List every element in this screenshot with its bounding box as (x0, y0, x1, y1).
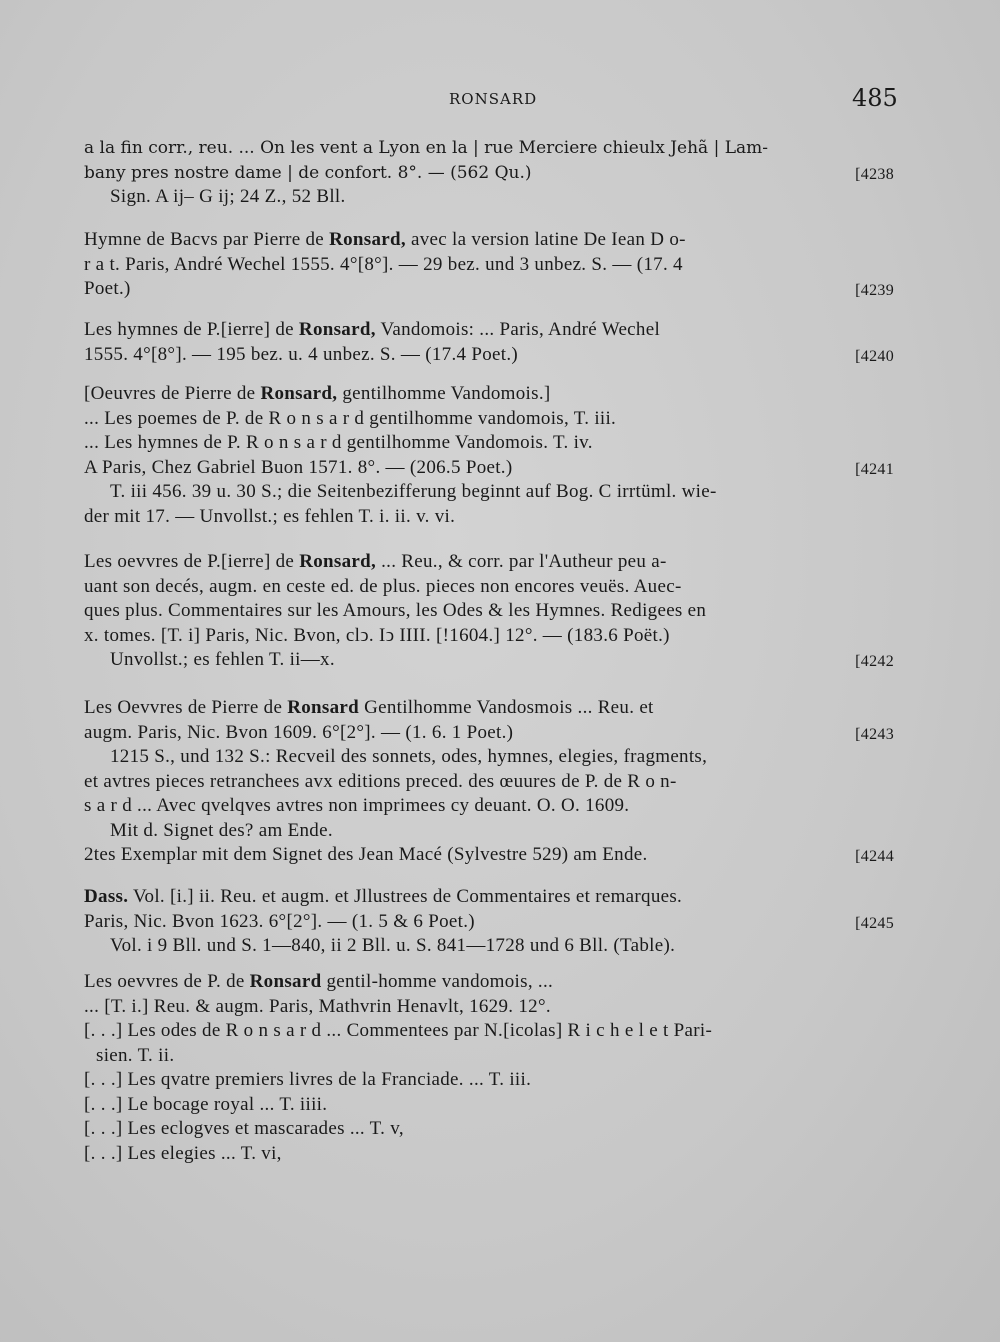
line-text: gentil-homme vandomois, ... (321, 971, 554, 992)
line-text: ... [T. i.] Reu. & augm. Paris, Mathvrin Henavlt, 1629. 12°. (84, 995, 551, 1017)
line-text: T. iii 456. 39 u. 30 S.; die Seitenbezifferung beginnt auf Bog. C irrtüml. wie- (110, 481, 717, 502)
author-name: Ronsard (249, 971, 322, 992)
entry-line (84, 185, 890, 210)
entry-line (84, 575, 890, 600)
catalog-entry (84, 318, 894, 367)
entry-line (84, 1117, 890, 1142)
entry-line (84, 648, 894, 673)
entry-line (84, 1068, 890, 1093)
line-text: ... Reu., & corr. par l'Autheur peu a- (376, 551, 667, 572)
line-text: Vol. [i.] ii. Reu. et augm. et Jllustrees de Commentaires et remarques. (128, 886, 683, 907)
catalog-entry (84, 970, 890, 1166)
entry-number: [4238 (855, 165, 894, 183)
entry-line (84, 505, 890, 530)
entry-number: [4245 (855, 914, 894, 932)
line-text: Hymne de Bacvs par Pierre de (84, 229, 330, 250)
entry-line (84, 161, 894, 186)
entry-line (84, 934, 890, 959)
entry-line (84, 550, 890, 575)
line-text: avec la version latine De Iean D o- (405, 229, 686, 250)
entry-line (84, 1093, 890, 1118)
entry-line (84, 1044, 890, 1069)
author-name: Dass. (84, 886, 129, 907)
entry-line (84, 745, 890, 770)
entry-number: [4243 (855, 725, 894, 743)
author-name: Ronsard, (329, 229, 406, 250)
entry-line (84, 885, 890, 910)
line-text: Mit d. Signet des? am Ende. (110, 819, 333, 841)
entry-line (84, 794, 890, 819)
line-text: bany pres nostre dame | de confort. 8°. — (562 Qu.) (84, 162, 532, 183)
line-text: s a r d ... Avec qvelqves avtres non imprimees cy deuant. O. O. 1609. (84, 795, 630, 816)
entry-number: [4240 (855, 347, 894, 365)
catalog-entry (84, 228, 894, 302)
line-text: ... Les hymnes de P. R o n s a r d gentilhomme Vandomois. T. iv. (84, 432, 593, 453)
entry-line (84, 253, 890, 278)
line-text: [Oeuvres de Pierre de (84, 383, 261, 404)
entry-line (84, 480, 890, 505)
author-name: Ronsard, (260, 383, 338, 404)
running-head: RONSARD (449, 90, 538, 108)
line-text: Vol. i 9 Bll. und S. 1—840, ii 2 Bll. u. S. 841—1728 und 6 Bll. (Table). (110, 935, 676, 956)
entry-line (84, 382, 890, 407)
entry-line (84, 343, 894, 368)
line-text: Gentilhomme Vandosmois ... Reu. et (359, 697, 654, 718)
line-text: [. . .] Le bocage royal ... T. iiii. (84, 1093, 328, 1115)
line-text: uant son decés, augm. en ceste ed. de plus. pieces non encores veuës. Auec- (84, 575, 682, 597)
entry-line (84, 136, 890, 161)
entry-number: [4239 (855, 282, 894, 299)
entry-line (84, 843, 894, 868)
line-text: Les hymnes de P.[ierre] de (84, 319, 299, 340)
line-text: sien. T. ii. (96, 1044, 175, 1066)
line-text: a la fin corr., reu. ... On les vent a Lyon en la | rue Merciere chieulx Jehã | Lam- (84, 138, 768, 158)
entry-line (84, 318, 890, 343)
author-name: Ronsard (287, 697, 360, 718)
catalog-entry (84, 885, 894, 959)
entry-line (84, 819, 890, 844)
entry-line (84, 1019, 890, 1044)
line-text: Paris, Nic. Bvon 1623. 6°[2°]. — (1. 5 & 6 Poet.) (84, 910, 475, 932)
line-text: x. tomes. [T. i] Paris, Nic. Bvon, clↄ. Iↄ IIII. [!1604.] 12°. — (183.6 Poët.) (84, 624, 670, 646)
line-text: 1215 S., und 132 S.: Recveil des sonnets, odes, hymnes, elegies, fragments, (110, 746, 708, 767)
line-text: Les Oevvres de Pierre de (84, 697, 288, 718)
entry-line (84, 624, 890, 649)
line-text: gentilhomme Vandomois.] (337, 383, 551, 404)
line-text: A Paris, Chez Gabriel Buon 1571. 8°. — (206.5 Poet.) (84, 456, 513, 478)
entry-line (84, 407, 890, 432)
entry-line (84, 228, 890, 253)
line-text: ... Les poemes de P. de R o n s a r d gentilhomme vandomois, T. iii. (84, 407, 617, 429)
line-text: Vandomois: ... Paris, André Wechel (375, 319, 661, 340)
entry-number: [4242 (855, 653, 894, 670)
entry-line (84, 721, 894, 746)
line-text: Unvollst.; es fehlen T. ii—x. (110, 649, 335, 670)
line-text: Les oevvres de P.[ierre] de (84, 551, 300, 572)
entry-line (84, 696, 890, 721)
catalog-entry (84, 382, 894, 529)
line-text: [. . .] Les odes de R o n s a r d ... Commentees par N.[icolas] R i c h e l e t Pari- (84, 1020, 713, 1041)
line-text: [. . .] Les qvatre premiers livres de la Franciade. ... T. iii. (84, 1069, 532, 1090)
author-name: Ronsard, (299, 551, 377, 572)
entry-line (84, 770, 890, 795)
entry-number: [4244 (855, 848, 894, 865)
page-number: 485 (852, 84, 898, 112)
line-text: 2tes Exemplar mit dem Signet des Jean Macé (Sylvestre 529) am Ende. (84, 844, 648, 865)
line-text: Poet.) (84, 278, 131, 299)
entry-number: [4241 (855, 460, 894, 478)
entry-line (84, 910, 894, 935)
catalog-entry (84, 696, 894, 868)
line-text: ques plus. Commentaires sur les Amours, les Odes & les Hymnes. Redigees en (84, 600, 707, 621)
catalog-entry (84, 550, 894, 673)
line-text: [. . .] Les elegies ... T. vi, (84, 1142, 282, 1164)
line-text: 1555. 4°[8°]. — 195 bez. u. 4 unbez. S. — (17.4 Poet.) (84, 343, 519, 365)
author-name: Ronsard, (298, 319, 376, 340)
entry-line (84, 456, 894, 481)
line-text: augm. Paris, Nic. Bvon 1609. 6°[2°]. — (1. 6. 1 Poet.) (84, 721, 514, 743)
line-text: r a t. Paris, André Wechel 1555. 4°[8°]. — 29 bez. und 3 unbez. S. — (17. 4 (84, 253, 683, 275)
entry-line (84, 277, 894, 302)
entry-line (84, 995, 890, 1020)
entry-line (84, 431, 890, 456)
line-text: Sign. A ij– G ij; 24 Z., 52 Bll. (110, 186, 346, 207)
line-text: der mit 17. — Unvollst.; es fehlen T. i. ii. v. vi. (84, 505, 456, 527)
entry-line (84, 970, 890, 995)
line-text: Les oevvres de P. de (84, 971, 250, 992)
catalog-entry (84, 136, 894, 210)
line-text: [. . .] Les eclogves et mascarades ... T. v, (84, 1118, 404, 1139)
line-text: et avtres pieces retranchees avx editions preced. des œuures de P. de R o n- (84, 770, 677, 792)
entry-line (84, 599, 890, 624)
entry-line (84, 1142, 890, 1167)
